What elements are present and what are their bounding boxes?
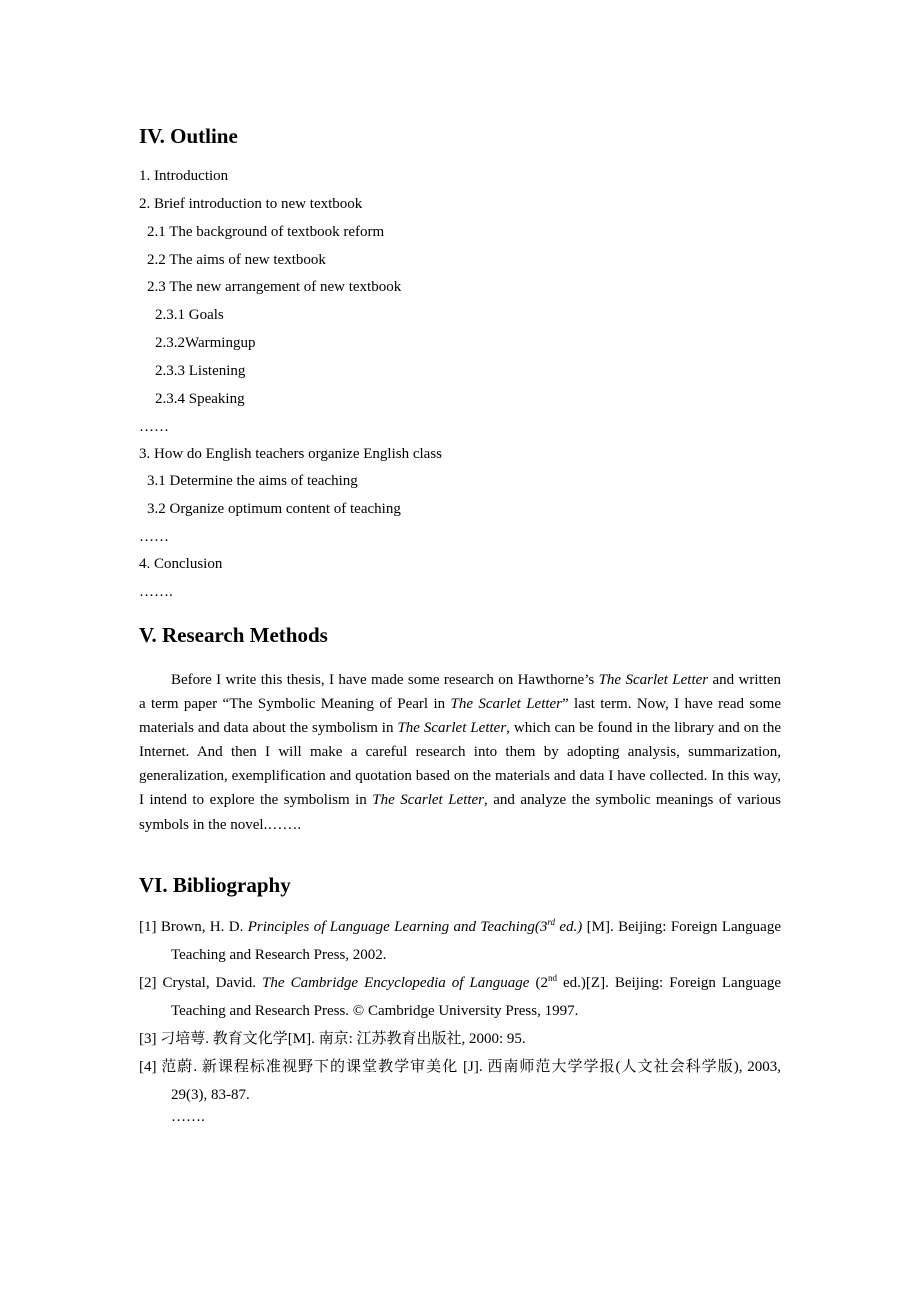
paragraph-text: Before I write this thesis, I have made some research on Hawthorne’s [171, 672, 599, 688]
outline-heading: IV. Outline [139, 124, 238, 148]
outline-item: 2.3.4 Speaking [155, 390, 245, 407]
reference-entry [139, 913, 781, 969]
reference-entry [139, 969, 781, 1025]
paragraph-text: ” last term. Now, I have read some materials and data about the symbolism in [139, 696, 781, 737]
research-methods-paragraph [139, 668, 781, 837]
outline-ellipsis: …… [139, 418, 169, 435]
book-title: The Scarlet Letter [450, 696, 563, 713]
superscript: rd [547, 917, 556, 927]
paragraph-text: and written a term paper “The Symbolic Meaning of Pearl in [139, 672, 782, 713]
superscript: nd [547, 973, 557, 983]
bibliography-heading: VI. Bibliography [139, 873, 291, 897]
research-methods-heading: V. Research Methods [139, 623, 328, 647]
outline-ellipsis: ……. [139, 583, 173, 600]
outline-item: 3.1 Determine the aims of teaching [147, 473, 358, 490]
reference-edition: (2 [529, 975, 548, 991]
outline-list [139, 164, 799, 607]
outline-ellipsis: …… [139, 529, 169, 546]
reference-publisher: [M]. Beijing: Foreign Language Teaching and Research Press, 2002. [171, 919, 781, 963]
reference-title: Principles of Language Learning and Teaching(3 [247, 919, 548, 935]
outline-item: 2.1 The background of textbook reform [147, 223, 385, 240]
reference-entry: [4] 范蔚. 新课程标准视野下的课堂教学审美化 [J]. 西南师范大学学报(人文社会科学版), 2003, 29(3), 83-87. [139, 1059, 781, 1103]
ellipsis: ……. [171, 1109, 205, 1125]
outline-item: 2.3.2Warmingup [155, 335, 256, 352]
reference-title: The Cambridge Encyclopedia of Language [262, 975, 530, 991]
reference-author: [1] Brown, H. D. [139, 919, 248, 935]
outline-item: 3.2 Organize optimum content of teaching [147, 501, 401, 518]
paragraph-text: , and analyze the symbolic meanings of various symbols in the novel.……. [139, 792, 781, 833]
book-title: The Scarlet Letter [598, 672, 709, 688]
outline-item: 2.3 The new arrangement of new textbook [147, 279, 402, 296]
outline-item: 3. How do English teachers organize English class [139, 445, 442, 462]
outline-item: 2.3.3 Listening [155, 362, 246, 379]
book-title: The Scarlet Letter [372, 792, 485, 809]
reference-entry: [3] 刁培萼. 教育文化学[M]. 南京: 江苏教育出版社, 2000: 95. [139, 1031, 526, 1047]
reference-title-end: ed.) [555, 919, 583, 935]
outline-item: 2.2 The aims of new textbook [147, 251, 326, 268]
outline-item: 2.3.1 Goals [155, 307, 224, 324]
outline-item: 4. Conclusion [139, 556, 223, 573]
reference-publisher: ed.)[Z]. Beijing: Foreign Language Teaching and Research Press. © Cambridge University Press, 1997. [171, 975, 782, 1019]
outline-item: 2. Brief introduction to new textbook [139, 195, 363, 212]
outline-item: 1. Introduction [139, 168, 229, 184]
bibliography-list [139, 913, 781, 1129]
book-title: The Scarlet Letter [397, 720, 507, 737]
reference-author: [2] Crystal, David. [139, 975, 263, 991]
paragraph-text: , which can be found in the library and on the Internet. And then I will make a careful research into them by adopting analysis, summarization, generalization, exemplification and quotation based on the materials and data I have collected. In this way, I intend to explore the symbolism in [139, 720, 781, 809]
